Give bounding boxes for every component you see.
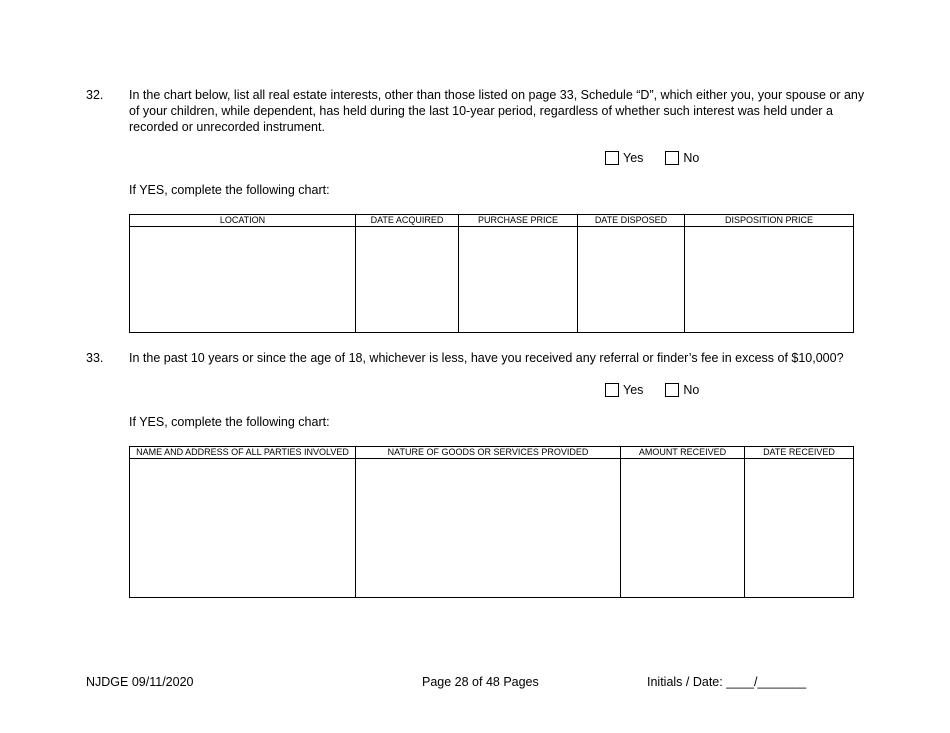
col-date-acquired: DATE ACQUIRED [356,215,459,227]
footer-page-number: Page 28 of 48 Pages [422,675,539,689]
col-nature-of-goods: NATURE OF GOODS OR SERVICES PROVIDED [356,447,621,459]
cell-nature-of-goods[interactable] [356,459,621,598]
q32-no-option[interactable] [665,151,699,165]
footer-form-id: NJDGE 09/11/2020 [86,675,194,689]
question-text: In the chart below, list all real estate interests, other than those listed on page 33, Schedule “D”, which either you, your spouse or any of your children, while dependent, has held during the last 10-year period, regardless of whether such interest was held under a recorded or unrecorded instrument. [129,88,865,134]
q32-yes-option[interactable] [605,151,643,165]
question-number: 33. [86,351,104,365]
cell-parties-involved[interactable] [130,459,356,598]
real-estate-chart [129,214,854,333]
q33-yes-label: Yes [623,383,644,397]
q32-yes-checkbox[interactable] [605,151,619,165]
cell-date-disposed[interactable] [578,227,685,333]
q33-yes-no [605,383,721,397]
q33-no-label: No [683,383,700,397]
cell-purchase-price[interactable] [459,227,578,333]
col-location: LOCATION [130,215,356,227]
q33-yes-option[interactable] [605,383,643,397]
col-date-disposed: DATE DISPOSED [578,215,685,227]
table-header-row [130,215,854,227]
q32-yes-label: Yes [623,151,644,165]
question-number: 32. [86,88,104,102]
col-disposition-price: DISPOSITION PRICE [685,215,854,227]
q32-no-label: No [683,151,700,165]
footer-initials-date[interactable]: Initials / Date: ____/_______ [647,675,807,689]
q32-no-checkbox[interactable] [665,151,679,165]
finders-fee-chart [129,446,854,598]
cell-disposition-price[interactable] [685,227,854,333]
col-purchase-price: PURCHASE PRICE [459,215,578,227]
col-amount-received: AMOUNT RECEIVED [621,447,745,459]
q33-if-yes-instruction: If YES, complete the following chart: [129,415,330,429]
cell-location[interactable] [130,227,356,333]
col-date-received: DATE RECEIVED [745,447,854,459]
question-text: In the past 10 years or since the age of 18, whichever is less, have you received any referral or finder’s fee in excess of $10,000? [129,351,844,365]
cell-date-acquired[interactable] [356,227,459,333]
table-row [130,227,854,333]
cell-date-received[interactable] [745,459,854,598]
col-parties-involved: NAME AND ADDRESS OF ALL PARTIES INVOLVED [130,447,356,459]
cell-amount-received[interactable] [621,459,745,598]
q33-no-option[interactable] [665,383,699,397]
table-row [130,459,854,598]
q33-yes-checkbox[interactable] [605,383,619,397]
table-header-row [130,447,854,459]
q32-yes-no [605,151,721,165]
q32-if-yes-instruction: If YES, complete the following chart: [129,183,330,197]
q33-no-checkbox[interactable] [665,383,679,397]
